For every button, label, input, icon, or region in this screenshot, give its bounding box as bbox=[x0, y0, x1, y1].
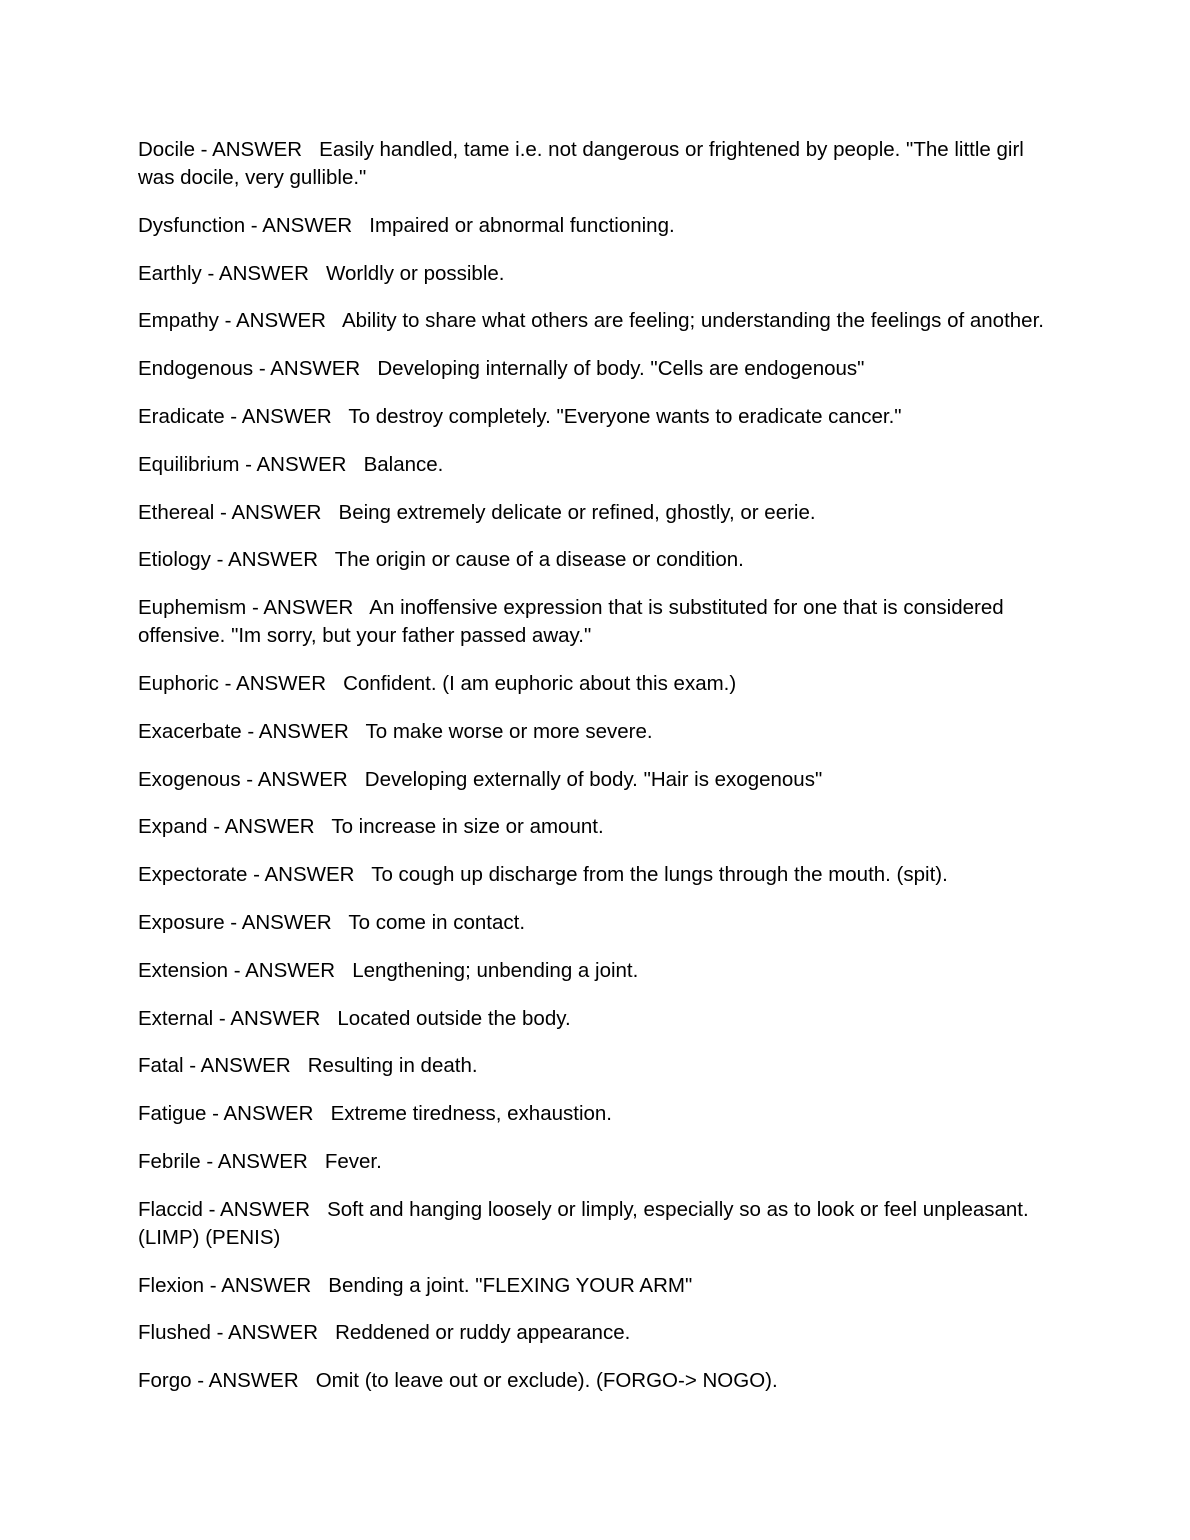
glossary-entry bbox=[138, 136, 1058, 192]
entry-answer-label: ANSWER bbox=[208, 1369, 299, 1393]
entry-gap bbox=[332, 405, 349, 428]
entry-gap bbox=[309, 262, 326, 285]
entry-separator: - bbox=[204, 1273, 222, 1297]
entry-gap bbox=[310, 1198, 327, 1221]
entry-definition: Developing externally of body. "Hair is exogenous" bbox=[364, 767, 823, 791]
entry-gap bbox=[302, 138, 319, 161]
entry-answer-label: ANSWER bbox=[262, 213, 353, 237]
entry-definition: Reddened or ruddy appearance. bbox=[335, 1321, 631, 1345]
entry-term: Extension bbox=[138, 958, 229, 982]
entry-definition: Omit (to leave out or exclude). (FORGO-> NOGO). bbox=[315, 1369, 778, 1393]
entry-answer-label: ANSWER bbox=[221, 1273, 312, 1297]
entry-gap bbox=[360, 357, 377, 380]
entry-gap bbox=[349, 720, 366, 743]
entry-term: Dysfunction bbox=[138, 213, 246, 237]
entry-separator: - bbox=[218, 671, 237, 695]
entry-answer-label: ANSWER bbox=[228, 548, 319, 572]
entry-term: Exposure bbox=[138, 910, 225, 934]
entry-definition: An inoffensive expression that is substituted for one that is considered offensive. "Im sorry, but your father passed away." bbox=[138, 596, 1004, 648]
entry-separator: - bbox=[224, 404, 242, 428]
entry-separator: - bbox=[200, 1149, 218, 1173]
entry-separator: - bbox=[241, 719, 259, 743]
entry-term: Euphemism bbox=[138, 596, 247, 620]
entry-definition: Confident. (I am euphoric about this exam.) bbox=[343, 671, 737, 695]
entry-separator: - bbox=[191, 1369, 209, 1393]
entry-definition: Developing internally of body. "Cells are endogenous" bbox=[377, 357, 865, 381]
entry-definition: Balance. bbox=[363, 452, 444, 476]
glossary-entry bbox=[138, 403, 1058, 431]
entry-term: Forgo bbox=[138, 1369, 192, 1393]
entry-term: Fatal bbox=[138, 1054, 184, 1078]
entry-answer-label: ANSWER bbox=[228, 1321, 319, 1345]
entry-separator: - bbox=[213, 1006, 231, 1030]
entry-answer-label: ANSWER bbox=[218, 261, 309, 285]
entry-definition: To increase in size or amount. bbox=[331, 815, 604, 839]
entry-definition: Impaired or abnormal functioning. bbox=[369, 213, 675, 237]
glossary-entry bbox=[138, 957, 1058, 985]
glossary-entry bbox=[138, 1100, 1058, 1128]
entry-gap bbox=[299, 1369, 316, 1392]
entry-separator: - bbox=[194, 138, 213, 161]
entry-term: External bbox=[138, 1006, 214, 1030]
entry-definition: Soft and hanging loosely or limply, especially so as to look or feel unpleasant. (LIMP) (PENIS) bbox=[138, 1197, 1029, 1249]
entry-gap bbox=[346, 453, 363, 476]
entry-term: Expectorate bbox=[138, 863, 248, 887]
entry-gap bbox=[348, 768, 365, 791]
entry-answer-label: ANSWER bbox=[224, 815, 315, 839]
entry-gap bbox=[291, 1054, 308, 1077]
glossary-entry bbox=[138, 909, 1058, 937]
entry-answer-label: ANSWER bbox=[241, 910, 332, 934]
glossary-entry bbox=[138, 260, 1058, 288]
entry-answer-label: ANSWER bbox=[241, 404, 332, 428]
entry-separator: - bbox=[246, 596, 264, 620]
entry-answer-label: ANSWER bbox=[212, 138, 303, 161]
entry-definition: Ability to share what others are feeling; understanding the feelings of another. bbox=[341, 309, 1044, 333]
entry-definition: Bending a joint. "FLEXING YOUR ARM" bbox=[328, 1273, 693, 1297]
glossary-entry bbox=[138, 1196, 1058, 1252]
entry-term: Exacerbate bbox=[138, 719, 242, 743]
entry-answer-label: ANSWER bbox=[236, 671, 326, 695]
entry-term: Euphoric bbox=[138, 671, 219, 695]
entry-answer-label: ANSWER bbox=[220, 1197, 311, 1221]
entry-term: Docile bbox=[138, 138, 195, 161]
entry-gap bbox=[308, 1150, 325, 1173]
entry-answer-label: ANSWER bbox=[263, 596, 354, 620]
entry-separator: - bbox=[202, 1197, 221, 1221]
entry-definition: Lengthening; unbending a joint. bbox=[352, 958, 639, 982]
entry-gap bbox=[318, 548, 335, 571]
entry-gap bbox=[321, 501, 338, 524]
entry-answer-label: ANSWER bbox=[270, 357, 361, 381]
entry-separator: - bbox=[210, 548, 229, 572]
glossary-entry bbox=[138, 1052, 1058, 1080]
entry-term: Eradicate bbox=[138, 404, 225, 428]
entry-answer-label: ANSWER bbox=[230, 1006, 321, 1030]
entry-term: Flushed bbox=[138, 1321, 211, 1345]
entry-term: Expand bbox=[138, 815, 208, 839]
glossary-list bbox=[138, 136, 1058, 1415]
entry-gap bbox=[313, 1102, 330, 1125]
entry-term: Etiology bbox=[138, 548, 211, 572]
entry-answer-label: ANSWER bbox=[236, 309, 326, 333]
entry-definition: To cough up discharge from the lungs through the mouth. (spit). bbox=[371, 863, 948, 887]
entry-definition: Fever. bbox=[324, 1149, 382, 1173]
entry-answer-label: ANSWER bbox=[217, 1149, 308, 1173]
glossary-entry bbox=[138, 499, 1058, 527]
entry-term: Equilibrium bbox=[138, 452, 240, 476]
entry-term: Flexion bbox=[138, 1273, 205, 1297]
entry-answer-label: ANSWER bbox=[223, 1102, 314, 1126]
entry-gap bbox=[318, 1321, 335, 1344]
glossary-entry bbox=[138, 766, 1058, 794]
entry-answer-label: ANSWER bbox=[200, 1054, 291, 1078]
entry-gap bbox=[315, 815, 332, 838]
entry-term: Febrile bbox=[138, 1149, 201, 1173]
entry-separator: - bbox=[206, 1102, 224, 1126]
entry-definition: Extreme tiredness, exhaustion. bbox=[330, 1102, 613, 1126]
entry-answer-label: ANSWER bbox=[245, 958, 336, 982]
entry-definition: Easily handled, tame i.e. not dangerous or frightened by people. "The little girl was docile, very gullible." bbox=[138, 138, 1024, 189]
entry-separator: - bbox=[240, 767, 258, 791]
entry-definition: Resulting in death. bbox=[307, 1054, 478, 1078]
entry-separator: - bbox=[218, 309, 236, 333]
entry-answer-label: ANSWER bbox=[257, 767, 348, 791]
glossary-entry bbox=[138, 355, 1058, 383]
glossary-entry bbox=[138, 451, 1058, 479]
entry-definition: To come in contact. bbox=[348, 910, 526, 934]
entry-gap bbox=[326, 672, 343, 695]
entry-separator: - bbox=[214, 500, 232, 524]
entry-gap bbox=[326, 309, 342, 332]
entry-answer-label: ANSWER bbox=[256, 452, 347, 476]
entry-definition: Located outside the body. bbox=[337, 1006, 571, 1030]
glossary-entry bbox=[138, 546, 1058, 574]
entry-separator: - bbox=[183, 1054, 201, 1078]
glossary-entry bbox=[138, 1272, 1058, 1300]
entry-gap bbox=[335, 959, 352, 982]
entry-term: Endogenous bbox=[138, 357, 254, 381]
entry-answer-label: ANSWER bbox=[258, 719, 349, 743]
glossary-entry bbox=[138, 1148, 1058, 1176]
entry-definition: To make worse or more severe. bbox=[365, 719, 653, 743]
entry-term: Earthly bbox=[138, 261, 202, 285]
entry-term: Ethereal bbox=[138, 500, 215, 524]
entry-separator: - bbox=[207, 815, 225, 839]
entry-separator: - bbox=[224, 910, 242, 934]
entry-gap bbox=[353, 596, 369, 619]
entry-definition: The origin or cause of a disease or condition. bbox=[334, 548, 744, 572]
entry-definition: Being extremely delicate or refined, ghostly, or eerie. bbox=[338, 500, 816, 524]
entry-separator: - bbox=[253, 357, 271, 381]
entry-definition: To destroy completely. "Everyone wants to eradicate cancer." bbox=[348, 404, 902, 428]
glossary-entry bbox=[138, 1319, 1058, 1347]
entry-answer-label: ANSWER bbox=[231, 500, 322, 524]
entry-definition: Worldly or possible. bbox=[325, 261, 505, 285]
entry-separator: - bbox=[239, 452, 257, 476]
entry-gap bbox=[354, 863, 371, 886]
glossary-entry bbox=[138, 1005, 1058, 1033]
entry-answer-label: ANSWER bbox=[264, 863, 355, 887]
glossary-entry bbox=[138, 594, 1058, 650]
entry-separator: - bbox=[228, 958, 246, 982]
entry-term: Empathy bbox=[138, 309, 219, 333]
glossary-entry bbox=[138, 212, 1058, 240]
entry-separator: - bbox=[247, 863, 265, 887]
glossary-entry bbox=[138, 670, 1058, 698]
entry-term: Fatigue bbox=[138, 1102, 207, 1126]
entry-term: Exogenous bbox=[138, 767, 241, 791]
entry-gap bbox=[320, 1007, 337, 1030]
entry-gap bbox=[332, 911, 349, 934]
glossary-entry bbox=[138, 718, 1058, 746]
entry-gap bbox=[352, 214, 369, 237]
glossary-entry bbox=[138, 1367, 1058, 1395]
glossary-entry bbox=[138, 813, 1058, 841]
entry-gap bbox=[311, 1274, 328, 1297]
glossary-entry bbox=[138, 861, 1058, 889]
entry-separator: - bbox=[245, 213, 263, 237]
entry-separator: - bbox=[210, 1321, 229, 1345]
entry-term: Flaccid bbox=[138, 1197, 203, 1221]
entry-separator: - bbox=[201, 261, 219, 285]
glossary-entry bbox=[138, 307, 1058, 335]
